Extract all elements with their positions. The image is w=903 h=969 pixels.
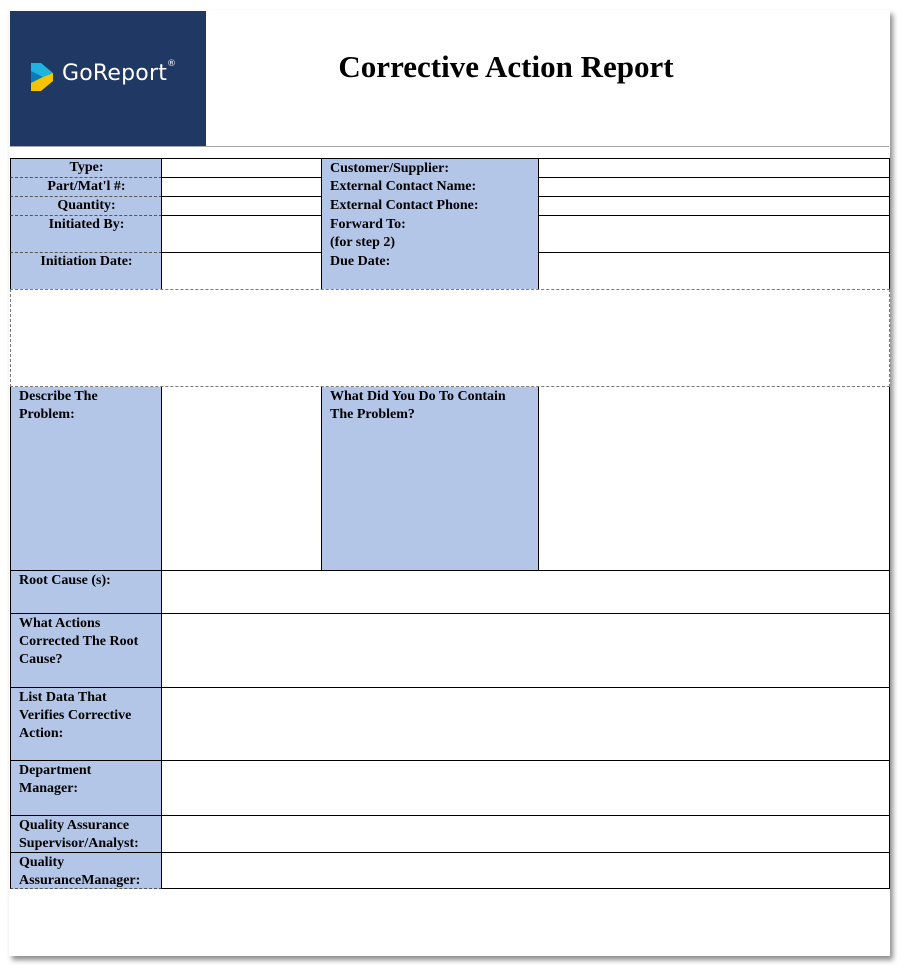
forward-to-label: Forward To: (for step 2) [322, 215, 539, 253]
customer-supplier-value[interactable] [538, 158, 890, 178]
initiated-by-value[interactable] [161, 215, 322, 253]
qa-supervisor-label: Quality Assurance Supervisor/Analyst: [10, 815, 162, 853]
department-manager-label: Department Manager: [10, 760, 162, 816]
verification-data-label: List Data That Verifies Corrective Action: [10, 687, 162, 761]
due-date-label: Due Date: [322, 252, 539, 289]
root-cause-label: Root Cause (s): [10, 570, 162, 614]
goreport-chevron-icon [31, 63, 53, 91]
type-label: Type: [10, 158, 162, 178]
qa-manager-label: Quality AssuranceManager: [10, 852, 162, 889]
external-contact-name-value[interactable] [538, 177, 890, 197]
corrective-actions-label: What Actions Corrected The Root Cause? [10, 613, 162, 688]
describe-problem-value[interactable] [161, 387, 322, 571]
type-value[interactable] [161, 158, 322, 178]
report-header [10, 11, 889, 146]
external-contact-phone-value[interactable] [538, 196, 890, 216]
external-contact-phone-label: External Contact Phone: [322, 196, 539, 216]
root-cause-value[interactable] [161, 570, 890, 614]
qa-supervisor-value[interactable] [161, 815, 890, 853]
quantity-value[interactable] [161, 196, 322, 216]
part-value[interactable] [161, 177, 322, 197]
contain-problem-value[interactable] [538, 387, 890, 571]
forward-to-value[interactable] [538, 215, 890, 253]
part-label: Part/Mat'l #: [10, 178, 162, 197]
page-title: Corrective Action Report [338, 49, 674, 84]
initiation-date-label: Initiation Date: [10, 253, 162, 289]
contain-problem-label: What Did You Do To Contain The Problem? [322, 387, 539, 571]
spacer-band [10, 289, 890, 387]
quantity-label: Quantity: [10, 197, 162, 216]
initiated-by-label: Initiated By: [10, 216, 162, 253]
due-date-value[interactable] [538, 252, 890, 289]
describe-problem-label: Describe The Problem: [10, 387, 162, 571]
corrective-actions-value[interactable] [161, 613, 890, 688]
external-contact-name-label: External Contact Name: [322, 177, 539, 197]
qa-manager-value[interactable] [161, 852, 890, 889]
goreport-logo [10, 11, 206, 146]
verification-data-value[interactable] [161, 687, 890, 761]
header-divider [10, 146, 889, 147]
initiation-date-value[interactable] [161, 252, 322, 289]
department-manager-value[interactable] [161, 760, 890, 816]
brand-name: GoReport® [62, 59, 177, 86]
customer-supplier-label: Customer/Supplier: [322, 158, 539, 178]
